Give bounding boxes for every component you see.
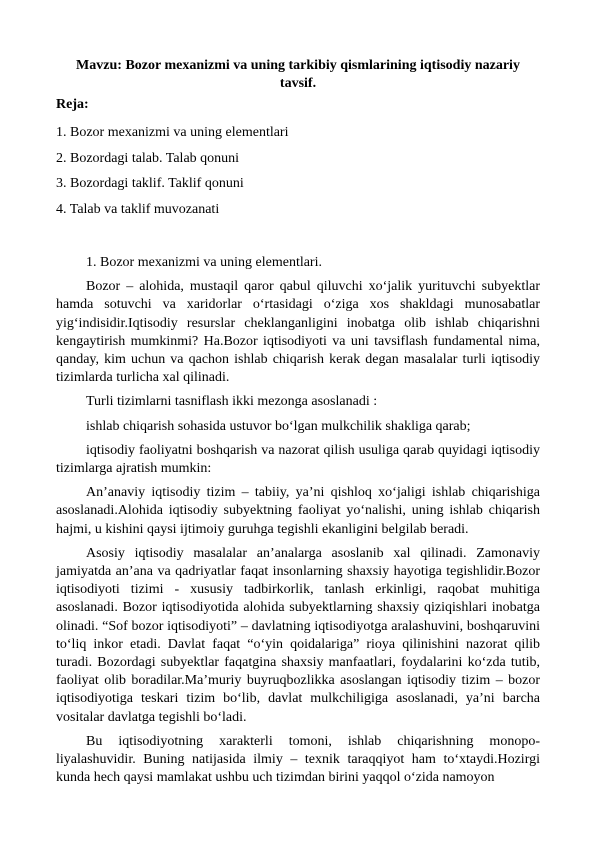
plan-label: Reja: (56, 97, 89, 112)
paragraph: Bu iqtisodiyotning xarakterli tomoni, ishlab chiqarishning monopo-liyalashuvidir. Buning natijasida ilmiy – texnik taraqqiyot ham to‘xtaydi.Hozirgi kunda hech qaysi mamlakat ushbu uch tizimdan birini yaqqol o‘zida namoyon (56, 733, 540, 786)
paragraph: Bozor – alohida, mustaqil qaror qabul qiluvchi xo‘jalik yurituvchi subyektlar hamda sotuvchi va xaridorlar o‘rtasidagi o‘ziga xos shakldagi munosabatlar yig‘indisidir.Iqtisodiy resurslar cheklanganligini inobatga olib ishlab chiqarishni kengaytirish mumkinmi? Ha.Bozor iqtisodiyoti va uni tavsiflash fundamental nima, qanday, kim uchun va qachon ishlab chiqarish kerak degan masalalar turli iqtisodiy tizimlarda turlicha xal qilinadi. (56, 279, 540, 386)
document-body (56, 254, 540, 793)
paragraph: ishlab chiqarish sohasida ustuvor bo‘lgan mulkchilik shakliga qarab; (86, 418, 471, 434)
plan-item: 1. Bozor mexanizmi va uning elementlari (56, 125, 289, 140)
document-title (60, 57, 536, 93)
paragraph: Asosiy iqtisodiy masalalar an’analarga asoslanib xal qilinadi. Zamonaviy jamiyatda an’ana va qadriyatlar faqat insonlarning shaxsiy hayotiga tegishlidir.Bozor iqtisodiyoti tizimi - xususiy tadbirkorlik, tanlash erkinligi, raqobat muhitiga asoslanadi. Bozor iqtisodiyotida alohida subyektlarning shaxsiy qiziqishlari inobatga olinadi. “Sof bozor iqtisodiyoti” – davlatning iqtisodiyotga aralashuvini, boshqaruvini to‘liq inkor etadi. Davlat faqat “o‘yin qoidalariga” rioya qilinishini nazorat qilib turadi. Bozordagi subyektlar faqatgina shaxsiy manfaatlari, foydalarini ko‘zda tutib, faoliyat olib boradilar.Ma’muriy buyruqbozlikka asoslangan iqtisodiy tizim – bozor iqtisodiyotiga teskari tizim bo‘lib, davlat mulkchiligiga asoslanadi, ya’ni barcha vositalar davlatga tegishli bo‘ladi. (56, 545, 540, 725)
paragraph: Turli tizimlarni tasniflash ikki mezonga asoslanadi : (86, 394, 378, 410)
paragraph: An’anaviy iqtisodiy tizim – tabiiy, ya’ni qishloq xo‘jaligi ishlab chiqarishiga asoslanadi.Alohida iqtisodiy subyektning faoliyat yo‘nalishi, uning ishlab chiqarish hajmi, u kishini qaysi ijtimoiy guruhga tegishli ekanligini belgilab beradi. (56, 485, 540, 537)
paragraph: iqtisodiy faoliyatni boshqarish va nazorat qilish usuliga qarab quyidagi iqtisodiy tizimlarga ajratish mumkin: (56, 442, 540, 477)
title-text: Bozor mexanizmi va uning tarkibiy qismlarining iqtisodiy nazariy tavsif. (125, 58, 520, 91)
plan-item: 3. Bozordagi taklif. Taklif qonuni (56, 176, 244, 191)
plan-list (56, 124, 288, 226)
title-prefix: Mavzu: (76, 58, 122, 73)
plan-item: 4. Talab va taklif muvozanati (56, 201, 220, 217)
plan-item: 2. Bozordagi talab. Talab qonuni (56, 150, 240, 166)
section-heading: 1. Bozor mexanizmi va uning elementlari. (86, 255, 322, 270)
